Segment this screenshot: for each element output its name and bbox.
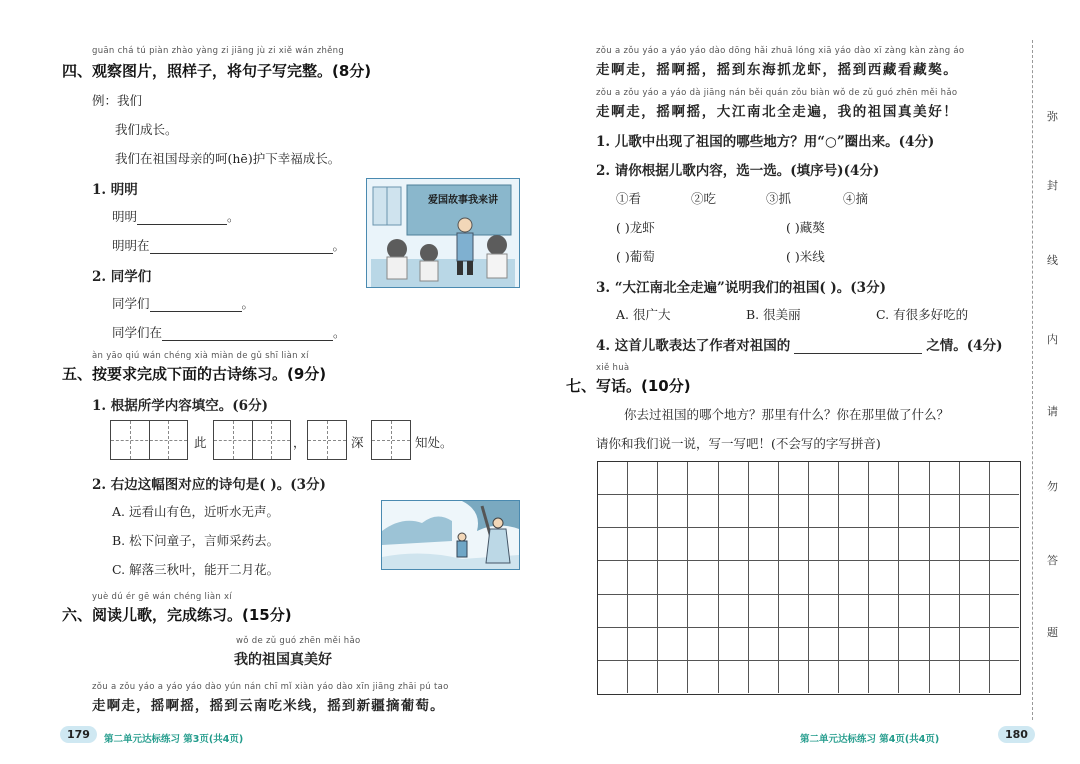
footer-right: 第二单元达标练习 第4页(共4页) — [800, 734, 940, 745]
seal-text-char: 请 — [1047, 405, 1058, 418]
grid-cell[interactable] — [869, 595, 899, 628]
writing-grid[interactable] — [597, 461, 1021, 695]
right-q1: 1. 儿歌中出现了祖国的哪些地方？用“○”圈出来。(4分) — [596, 134, 935, 150]
sec7-prompt1: 你去过祖国的哪个地方？那里有什么？你在那里做了什么？ — [624, 407, 950, 422]
grid-cell[interactable] — [960, 462, 990, 495]
grid-cell[interactable] — [899, 462, 929, 495]
grid-cell[interactable] — [628, 561, 658, 594]
grid-cell[interactable] — [990, 462, 1019, 495]
grid-cell[interactable] — [899, 561, 929, 594]
grid-cell[interactable] — [779, 528, 809, 561]
grid-cell[interactable] — [869, 462, 899, 495]
grid-cell[interactable] — [839, 462, 869, 495]
right-q2: 2. 请你根据儿歌内容，选一选。(填序号)(4分) — [596, 163, 880, 179]
grid-cell[interactable] — [839, 528, 869, 561]
q2-line-a-text: 同学们 — [112, 296, 150, 311]
classroom-illustration — [366, 178, 520, 288]
grid-cell[interactable] — [839, 628, 869, 661]
grid-cell[interactable] — [719, 628, 749, 661]
grid-cell[interactable] — [990, 628, 1019, 661]
grid-cell[interactable] — [658, 595, 688, 628]
grid-cell[interactable] — [930, 661, 960, 693]
grid-cell[interactable] — [960, 495, 990, 528]
grid-cell[interactable] — [839, 561, 869, 594]
q1-line-b-text: 明明在 — [112, 238, 150, 253]
grid-cell[interactable] — [628, 495, 658, 528]
seal-text-char: 内 — [1047, 333, 1058, 346]
grid-cell[interactable] — [749, 561, 779, 594]
grid-cell[interactable] — [990, 595, 1019, 628]
match-zangao[interactable]: ( )藏獒 — [786, 220, 825, 235]
sec4-title: 四、观察图片，照样子，将句子写完整。(8分) — [62, 62, 372, 80]
char-box-group-2[interactable] — [213, 420, 291, 460]
answer-blank[interactable] — [794, 338, 922, 354]
choice-4: ④摘 — [843, 191, 869, 206]
grid-cell[interactable] — [869, 528, 899, 561]
char-box-group-4[interactable] — [371, 420, 411, 460]
fill-comma: ， — [293, 435, 306, 450]
grid-cell[interactable] — [809, 595, 839, 628]
grid-cell[interactable] — [598, 495, 628, 528]
grid-cell[interactable] — [960, 628, 990, 661]
grid-cell[interactable] — [779, 462, 809, 495]
grid-cell[interactable] — [930, 495, 960, 528]
footer-left: 第二单元达标练习 第3页(共4页) — [104, 734, 244, 745]
sec5-q1: 1. 根据所学内容填空。(6分) — [92, 398, 268, 414]
grid-cell[interactable] — [749, 462, 779, 495]
grid-cell[interactable] — [990, 528, 1019, 561]
fill-ci: 此 — [194, 435, 207, 450]
grid-cell[interactable] — [598, 528, 628, 561]
grid-cell[interactable] — [598, 661, 628, 693]
grid-cell[interactable] — [899, 595, 929, 628]
grid-cell[interactable] — [749, 528, 779, 561]
grid-cell[interactable] — [719, 462, 749, 495]
seal-text-char: 题 — [1047, 626, 1058, 639]
grid-cell[interactable] — [749, 628, 779, 661]
poem-line1: 走啊走，摇啊摇，摇到云南吃米线，摇到新疆摘葡萄。 — [92, 698, 445, 714]
period: 。 — [227, 209, 240, 224]
grid-cell[interactable] — [749, 495, 779, 528]
grid-cell[interactable] — [658, 628, 688, 661]
char-box-group-1[interactable] — [110, 420, 188, 460]
fill-zhichu: 知处。 — [415, 435, 453, 450]
grid-cell[interactable] — [598, 561, 628, 594]
poem-line3: 走啊走，摇啊摇，大江南北全走遍，我的祖国真美好！ — [596, 104, 959, 120]
grid-cell[interactable] — [719, 561, 749, 594]
grid-cell[interactable] — [930, 628, 960, 661]
q1-line-b — [112, 236, 345, 254]
poem-drawing — [382, 501, 519, 569]
grid-cell[interactable] — [719, 495, 749, 528]
grid-cell[interactable] — [839, 661, 869, 693]
q1-line-a — [112, 207, 240, 225]
sec5-title: 五、按要求完成下面的古诗练习。(9分) — [62, 365, 327, 383]
option-c[interactable]: C. 解落三秋叶，能开二月花。 — [112, 562, 280, 577]
seal-text-char: 封 — [1047, 179, 1058, 192]
sec6-pinyin: yuè dú ér gē wán chéng liàn xí — [92, 592, 233, 602]
period: 。 — [332, 238, 346, 253]
seal-text-char: 答 — [1047, 554, 1058, 567]
grid-cell[interactable] — [990, 495, 1019, 528]
grid-cell[interactable] — [688, 661, 718, 693]
grid-cell[interactable] — [598, 628, 628, 661]
grid-cell[interactable] — [779, 595, 809, 628]
poem-title: 我的祖国真美好 — [234, 652, 332, 668]
grid-cell[interactable] — [809, 628, 839, 661]
grid-cell[interactable] — [960, 528, 990, 561]
q3-option-a[interactable]: A. 很广大 — [616, 307, 671, 322]
grid-cell[interactable] — [960, 595, 990, 628]
grid-cell[interactable] — [688, 528, 718, 561]
answer-blank[interactable] — [150, 297, 242, 312]
grid-cell[interactable] — [960, 661, 990, 693]
seal-text-char: 弥 — [1047, 110, 1058, 123]
q2-line-b-text: 同学们在 — [112, 325, 163, 340]
period: 。 — [333, 325, 346, 340]
sec7-pinyin: xiě huà — [596, 363, 630, 373]
grid-cell[interactable] — [779, 661, 809, 693]
right-q3: 3. “大江南北全走遍”说明我们的祖国( )。(3分) — [596, 280, 886, 296]
grid-cell[interactable] — [628, 661, 658, 693]
grid-cell[interactable] — [990, 561, 1019, 594]
answer-blank[interactable] — [162, 326, 333, 341]
poem-illustration — [381, 500, 520, 570]
sec6-title: 六、阅读儿歌，完成练习。(15分) — [62, 606, 292, 624]
char-box-group-3[interactable] — [307, 420, 347, 460]
grid-cell[interactable] — [628, 462, 658, 495]
grid-cell[interactable] — [598, 595, 628, 628]
grid-cell[interactable] — [839, 595, 869, 628]
grid-cell[interactable] — [809, 495, 839, 528]
grid-cell[interactable] — [809, 528, 839, 561]
page-number-right: 180 — [998, 726, 1035, 743]
grid-cell[interactable] — [899, 661, 929, 693]
grid-cell[interactable] — [749, 661, 779, 693]
grid-cell[interactable] — [809, 661, 839, 693]
seal-text-char: 勿 — [1047, 480, 1058, 493]
grid-cell[interactable] — [749, 595, 779, 628]
poem-line2: 走啊走，摇啊摇，摇到东海抓龙虾，摇到西藏看藏獒。 — [596, 62, 959, 78]
grid-cell[interactable] — [688, 462, 718, 495]
choice-2: ②吃 — [691, 191, 717, 206]
q4-text-b: 之情。(4分) — [926, 338, 1003, 354]
grid-cell[interactable] — [598, 462, 628, 495]
sec5-pinyin: àn yāo qiú wán chéng xià miàn de gǔ shī liàn xí — [92, 351, 309, 361]
page-number-left: 179 — [60, 726, 97, 743]
grid-cell[interactable] — [930, 462, 960, 495]
grid-cell[interactable] — [930, 561, 960, 594]
right-q4 — [596, 334, 1002, 354]
grid-cell[interactable] — [658, 495, 688, 528]
poem-title-pinyin: wǒ de zǔ guó zhēn měi hǎo — [236, 636, 361, 646]
sec4-q2: 2. 同学们 — [92, 269, 152, 285]
grid-cell[interactable] — [809, 462, 839, 495]
grid-cell[interactable] — [658, 462, 688, 495]
poem-line1-pinyin: zǒu a zǒu yáo a yáo yáo dào yún nán chī mǐ xiàn yáo dào xīn jiāng zhāi pú tao — [92, 682, 449, 692]
grid-cell[interactable] — [930, 528, 960, 561]
grid-cell[interactable] — [869, 661, 899, 693]
answer-blank[interactable] — [150, 239, 333, 254]
q2-line-a — [112, 294, 254, 312]
answer-blank[interactable] — [137, 210, 227, 225]
q2-line-b — [112, 323, 346, 341]
sec4-q1: 1. 明明 — [92, 182, 138, 198]
period: 。 — [241, 296, 255, 311]
q4-text-a: 4. 这首儿歌表达了作者对祖国的 — [596, 338, 791, 354]
q3-option-c[interactable]: C. 有很多好吃的 — [876, 307, 969, 322]
grid-cell[interactable] — [930, 595, 960, 628]
seal-line — [1032, 40, 1033, 720]
choice-3: ③抓 — [766, 191, 792, 206]
grid-cell[interactable] — [869, 628, 899, 661]
grid-cell[interactable] — [719, 528, 749, 561]
poem-line3-pinyin: zǒu a zǒu yáo a yáo dà jiāng nán běi quán zǒu biàn wǒ de zǔ guó zhēn měi hǎo — [596, 88, 958, 98]
grid-cell[interactable] — [719, 595, 749, 628]
seal-text-char: 线 — [1047, 254, 1058, 267]
grid-cell[interactable] — [688, 561, 718, 594]
grid-cell[interactable] — [869, 561, 899, 594]
grid-cell[interactable] — [779, 495, 809, 528]
grid-cell[interactable] — [869, 495, 899, 528]
example-line2: 我们在祖国母亲的呵(hē)护下幸福成长。 — [115, 151, 341, 166]
grid-cell[interactable] — [899, 495, 929, 528]
match-mixian[interactable]: ( )米线 — [786, 249, 825, 264]
poem-line2-pinyin: zǒu a zǒu yáo a yáo yáo dào dōng hǎi zhuā lóng xiā yáo dào xī zàng kàn zàng áo — [596, 46, 965, 56]
grid-cell[interactable] — [779, 628, 809, 661]
q1-line-a-text: 明明 — [112, 209, 138, 224]
match-longxia[interactable]: ( )龙虾 — [616, 220, 655, 235]
example-line1: 我们成长。 — [115, 122, 178, 137]
option-b[interactable]: B. 松下问童子，言师采药去。 — [112, 533, 280, 548]
grid-cell[interactable] — [899, 528, 929, 561]
example-label: 例：我们 — [92, 93, 143, 108]
grid-cell[interactable] — [688, 495, 718, 528]
sec4-pinyin: guān chá tú piàn zhào yàng zi jiāng jù zi xiě wán zhěng — [92, 46, 345, 56]
grid-cell[interactable] — [628, 528, 658, 561]
grid-cell[interactable] — [688, 595, 718, 628]
sec5-q2: 2. 右边这幅图对应的诗句是( )。(3分) — [92, 477, 326, 493]
grid-cell[interactable] — [839, 495, 869, 528]
sec7-prompt2: 请你和我们说一说，写一写吧！(不会写的字写拼音) — [596, 436, 881, 451]
match-putao[interactable]: ( )葡萄 — [616, 249, 655, 264]
grid-cell[interactable] — [628, 628, 658, 661]
grid-cell[interactable] — [628, 595, 658, 628]
grid-cell[interactable] — [658, 561, 688, 594]
grid-cell[interactable] — [688, 628, 718, 661]
choice-1: ①看 — [616, 191, 642, 206]
grid-cell[interactable] — [809, 561, 839, 594]
grid-cell[interactable] — [960, 561, 990, 594]
q3-option-b[interactable]: B. 很美丽 — [746, 307, 801, 322]
fill-shen: 深 — [351, 435, 364, 450]
grid-cell[interactable] — [658, 528, 688, 561]
grid-cell[interactable] — [779, 561, 809, 594]
image-caption: 爱国故事我来讲 — [428, 195, 498, 206]
grid-cell[interactable] — [719, 661, 749, 693]
grid-cell[interactable] — [658, 661, 688, 693]
option-a[interactable]: A. 远看山有色，近听水无声。 — [112, 504, 279, 519]
grid-cell[interactable] — [899, 628, 929, 661]
grid-cell[interactable] — [990, 661, 1019, 693]
sec7-title: 七、写话。(10分) — [566, 377, 691, 395]
